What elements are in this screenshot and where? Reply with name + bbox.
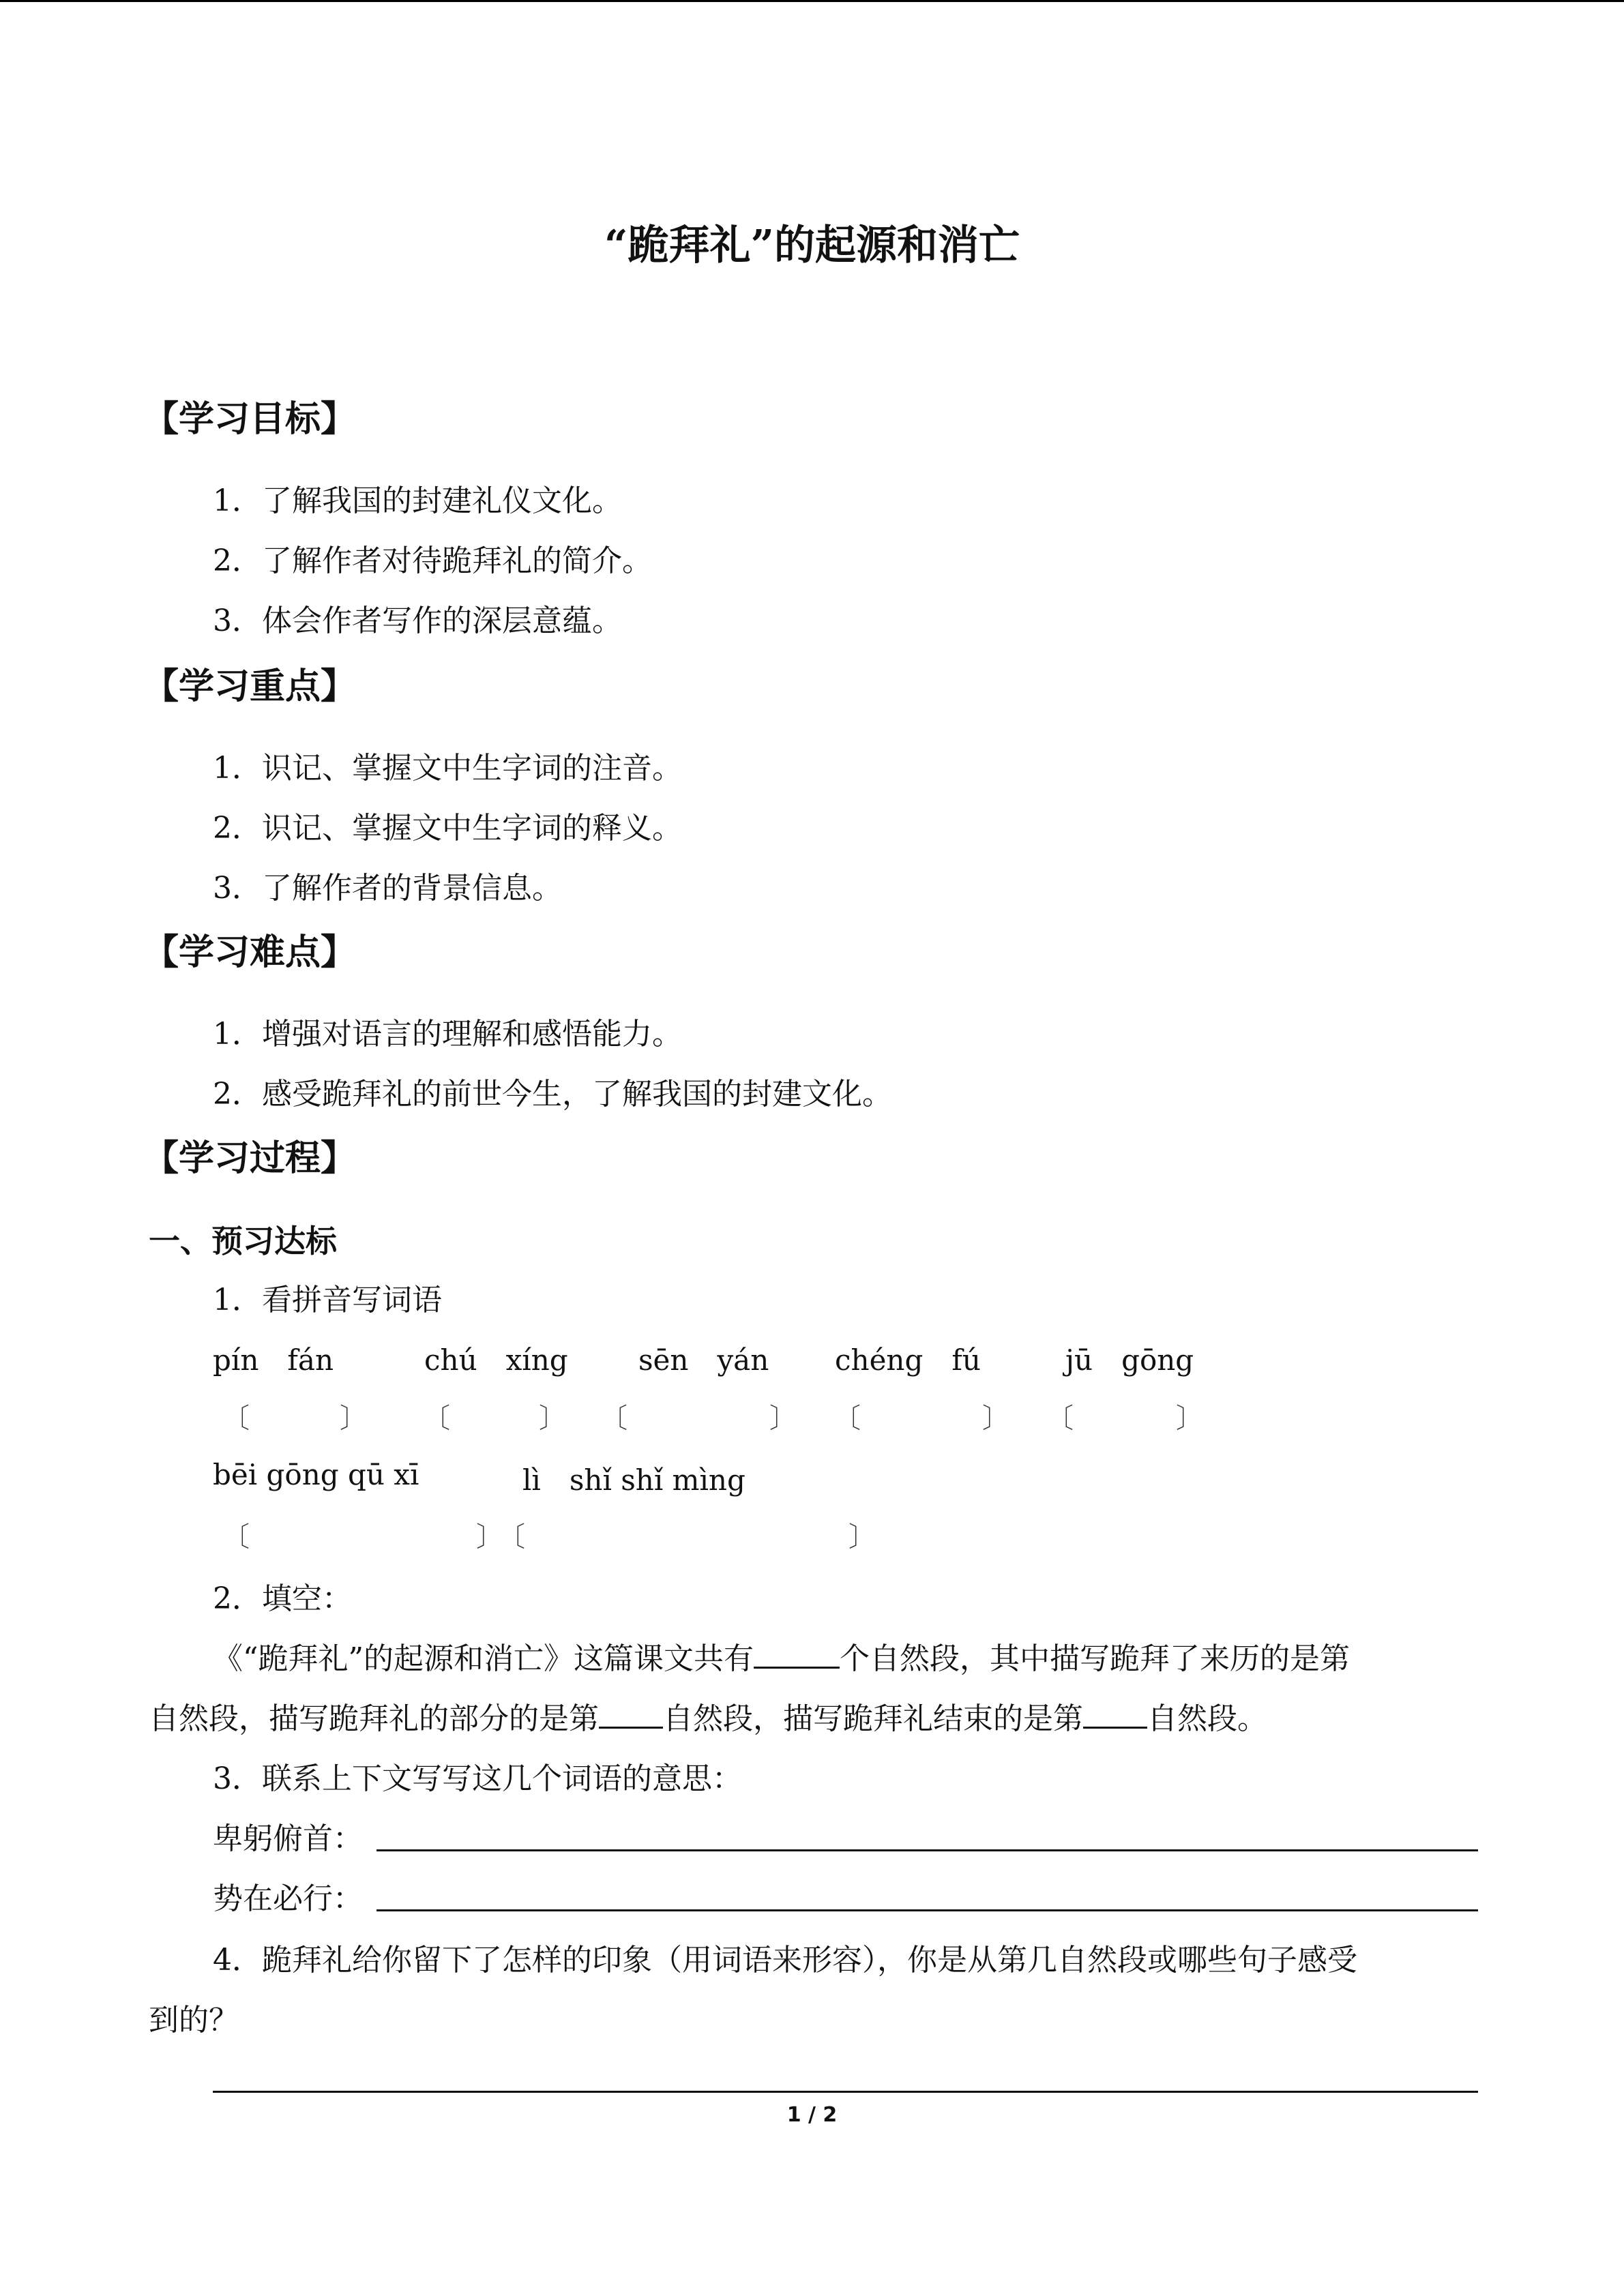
bracket-close: 〕 [769,1403,797,1434]
bracket-open: 〔 [1046,1403,1074,1434]
goal-item: 2．了解作者对待跪拜礼的简介。 [213,543,652,578]
pinyin-word: sēn yán [638,1343,769,1377]
page-number: 1 / 2 [786,2103,838,2127]
bracket-close: 〕 [982,1403,1009,1434]
q3-word-2: 势在必行： [213,1881,363,1916]
q2-text: 自然段。 [1147,1701,1267,1736]
bracket-close: 〕 [848,1521,876,1553]
bracket-open: 〔 [222,1403,250,1434]
answer-blank[interactable] [754,1637,840,1669]
question-4-line-2: 到的？ [149,2003,239,2038]
pinyin-word: lì shǐ shǐ mìng [522,1463,745,1497]
part1-title: 一、预习达标 [149,1223,337,1259]
pinyin-word: jū gōng [1065,1343,1194,1377]
bracket-open: 〔 [600,1403,628,1434]
bracket-open: 〔 [498,1521,525,1553]
bracket-close: 〕 [476,1521,503,1553]
q2-text: 《“跪拜礼”的起源和消亡》这篇课文共有 [213,1641,754,1676]
answer-line[interactable] [377,1909,1478,1911]
q2-line-1 [213,1634,1350,1678]
page-title: “跪拜礼”的起源和消亡 [604,222,1020,269]
question-4-line-1: 4．跪拜礼给你留下了怎样的印象（用词语来形容），你是从第几自然段或哪些句子感受 [213,1943,1357,1978]
bracket-close: 〕 [1176,1403,1203,1434]
question-3-label: 3．联系上下文写写这几个词语的意思： [213,1761,742,1796]
top-border [0,0,1624,2]
q2-line-2 [149,1694,1267,1738]
difficulty-item: 2．感受跪拜礼的前世今生，了解我国的封建文化。 [213,1077,892,1112]
pinyin-word: chú xíng [424,1343,568,1377]
pinyin-word: bēi gōng qū xī [213,1458,419,1491]
keypoint-item: 1．识记、掌握文中生字词的注音。 [213,751,682,786]
bracket-open: 〔 [833,1403,861,1434]
keypoint-item: 3．了解作者的背景信息。 [213,871,562,906]
q3-word-1: 卑躬俯首： [213,1821,363,1856]
bracket-open: 〔 [423,1403,450,1434]
answer-line[interactable] [377,1849,1478,1851]
section-heading-process: 【学习过程】 [143,1137,357,1179]
pinyin-word: chéng fú [835,1343,981,1377]
section-heading-keypoints: 【学习重点】 [143,666,357,707]
pinyin-word: pín fán [213,1343,334,1377]
goal-item: 3．体会作者写作的深层意蕴。 [213,603,622,638]
q2-text: 个自然段，其中描写跪拜了来历的是第 [840,1641,1350,1676]
q2-text: 自然段，描写跪拜礼结束的是第 [663,1701,1083,1736]
bracket-open: 〔 [222,1521,250,1553]
answer-blank[interactable] [1083,1697,1147,1729]
bracket-close: 〕 [539,1403,566,1434]
section-heading-difficulties: 【学习难点】 [143,931,357,973]
keypoint-item: 2．识记、掌握文中生字词的释义。 [213,811,682,846]
q2-text: 自然段，描写跪拜礼的部分的是第 [149,1701,599,1736]
bracket-close: 〕 [340,1403,367,1434]
section-heading-goals: 【学习目标】 [143,398,357,440]
difficulty-item: 1．增强对语言的理解和感悟能力。 [213,1017,682,1052]
goal-item: 1．了解我国的封建礼仪文化。 [213,483,622,518]
footer-divider [213,2091,1478,2093]
answer-blank[interactable] [599,1697,663,1729]
question-2-label: 2．填空： [213,1581,352,1616]
question-1-label: 1．看拼音写词语 [213,1283,442,1317]
